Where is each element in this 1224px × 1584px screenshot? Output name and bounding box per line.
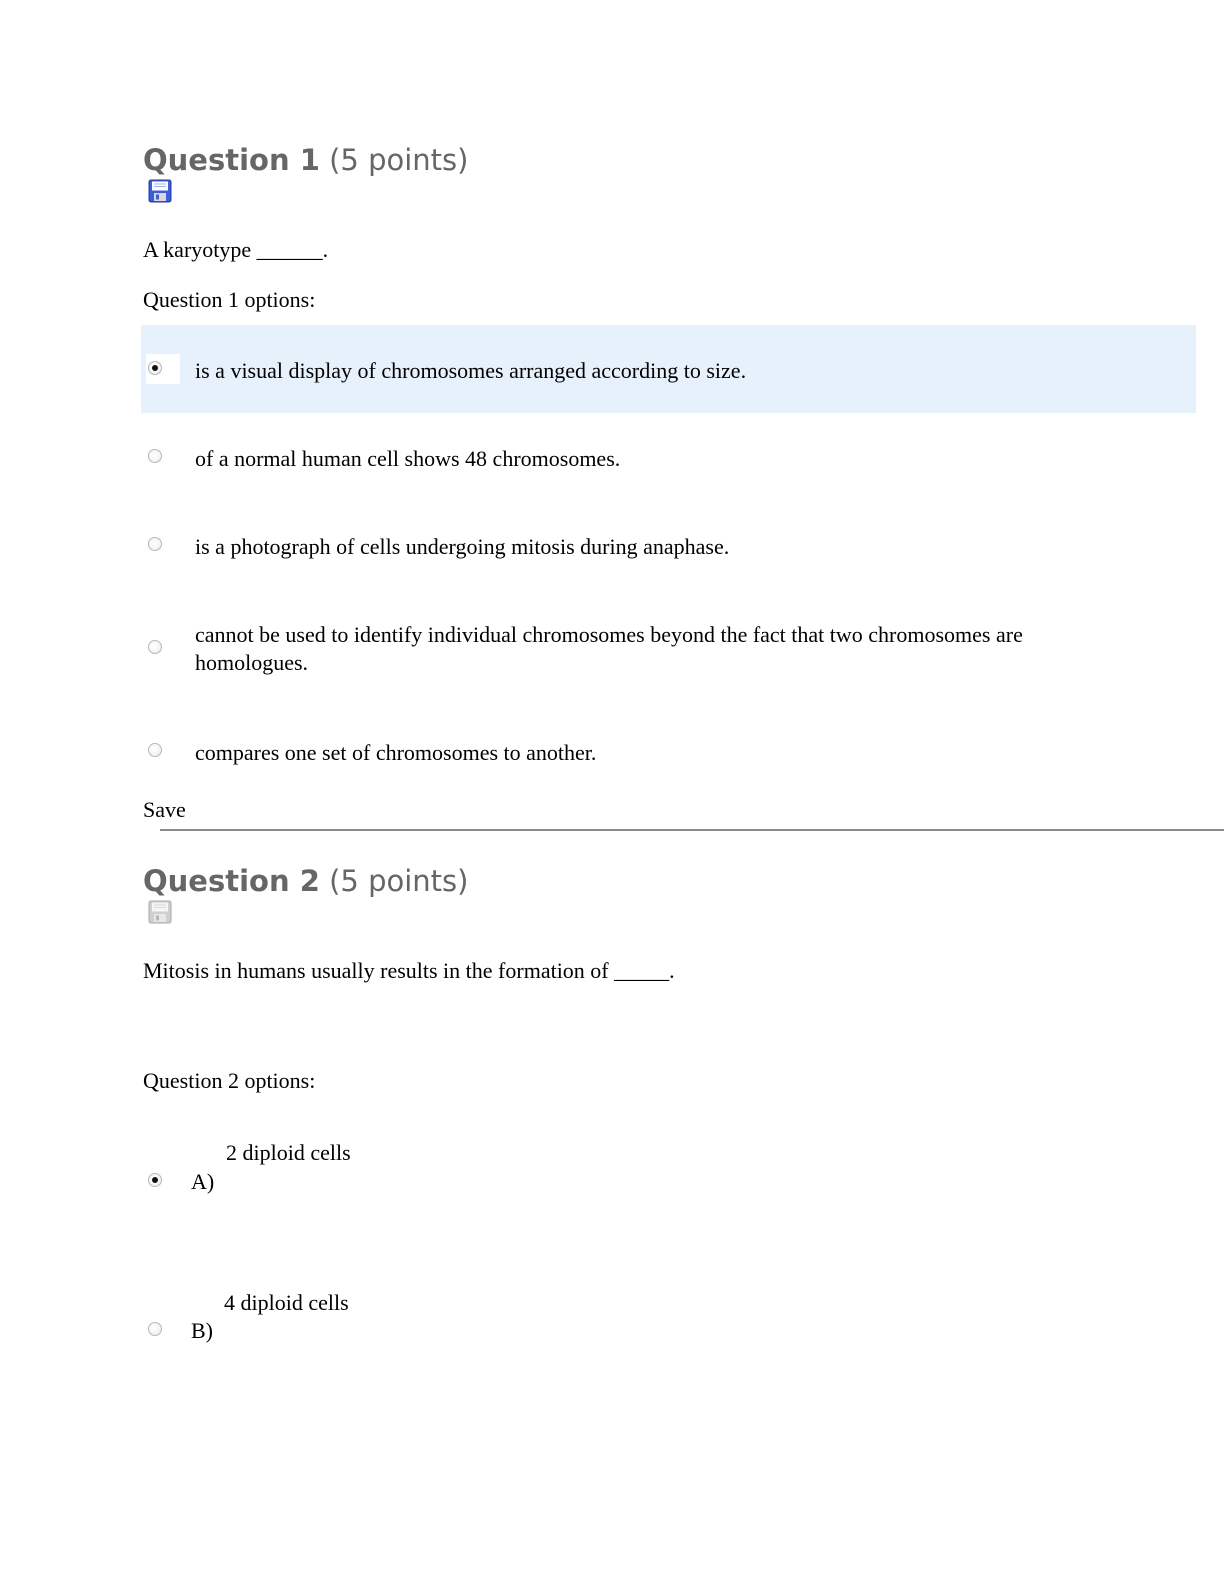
radio-button[interactable] [148,743,162,757]
question-divider [160,829,1224,831]
option-letter: B) [191,1318,213,1343]
question-2-option-a[interactable] [141,1130,541,1210]
question-1-options-label: Question 1 options: [143,287,316,312]
question-2-option-b[interactable] [141,1280,541,1360]
option-text-line-2: homologues. [195,650,309,675]
question-2-number: Question 2 [143,864,320,898]
option-text: 2 diploid cells [226,1140,351,1165]
option-text: is a visual display of chromosomes arranged according to size. [195,358,747,383]
question-2-prompt: Mitosis in humans usually results in the formation of _____. [143,958,675,983]
question-2-points: (5 points) [329,864,469,898]
option-letter: A) [191,1169,215,1194]
question-1-points: (5 points) [329,143,469,177]
save-button[interactable]: Save [143,797,186,822]
question-2-options-label: Question 2 options: [143,1068,316,1093]
option-text: compares one set of chromosomes to another. [195,740,597,765]
floppy-disk-icon[interactable] [148,179,170,201]
option-text: of a normal human cell shows 48 chromosomes. [195,446,621,471]
radio-button[interactable] [148,640,162,654]
question-2-heading [143,864,469,898]
question-1-option-3[interactable] [141,501,1196,589]
question-1-heading [143,143,469,177]
radio-button[interactable] [148,537,162,551]
floppy-disk-icon[interactable] [148,900,170,922]
option-text-line-1: cannot be used to identify individual chromosomes beyond the fact that two chromosomes are [195,622,1023,647]
question-1-number: Question 1 [143,143,320,177]
question-1-option-2[interactable] [141,413,1196,501]
radio-button[interactable] [148,361,162,375]
radio-button[interactable] [148,449,162,463]
option-text: 4 diploid cells [224,1290,349,1315]
radio-button[interactable] [148,1322,162,1336]
question-1-option-1[interactable] [141,325,1196,413]
radio-button[interactable] [148,1173,162,1187]
question-1-prompt: A karyotype ______. [143,237,329,262]
option-text: is a photograph of cells undergoing mitosis during anaphase. [195,534,730,559]
question-1-option-5[interactable] [141,707,1196,787]
question-1-option-4[interactable] [141,589,1196,705]
